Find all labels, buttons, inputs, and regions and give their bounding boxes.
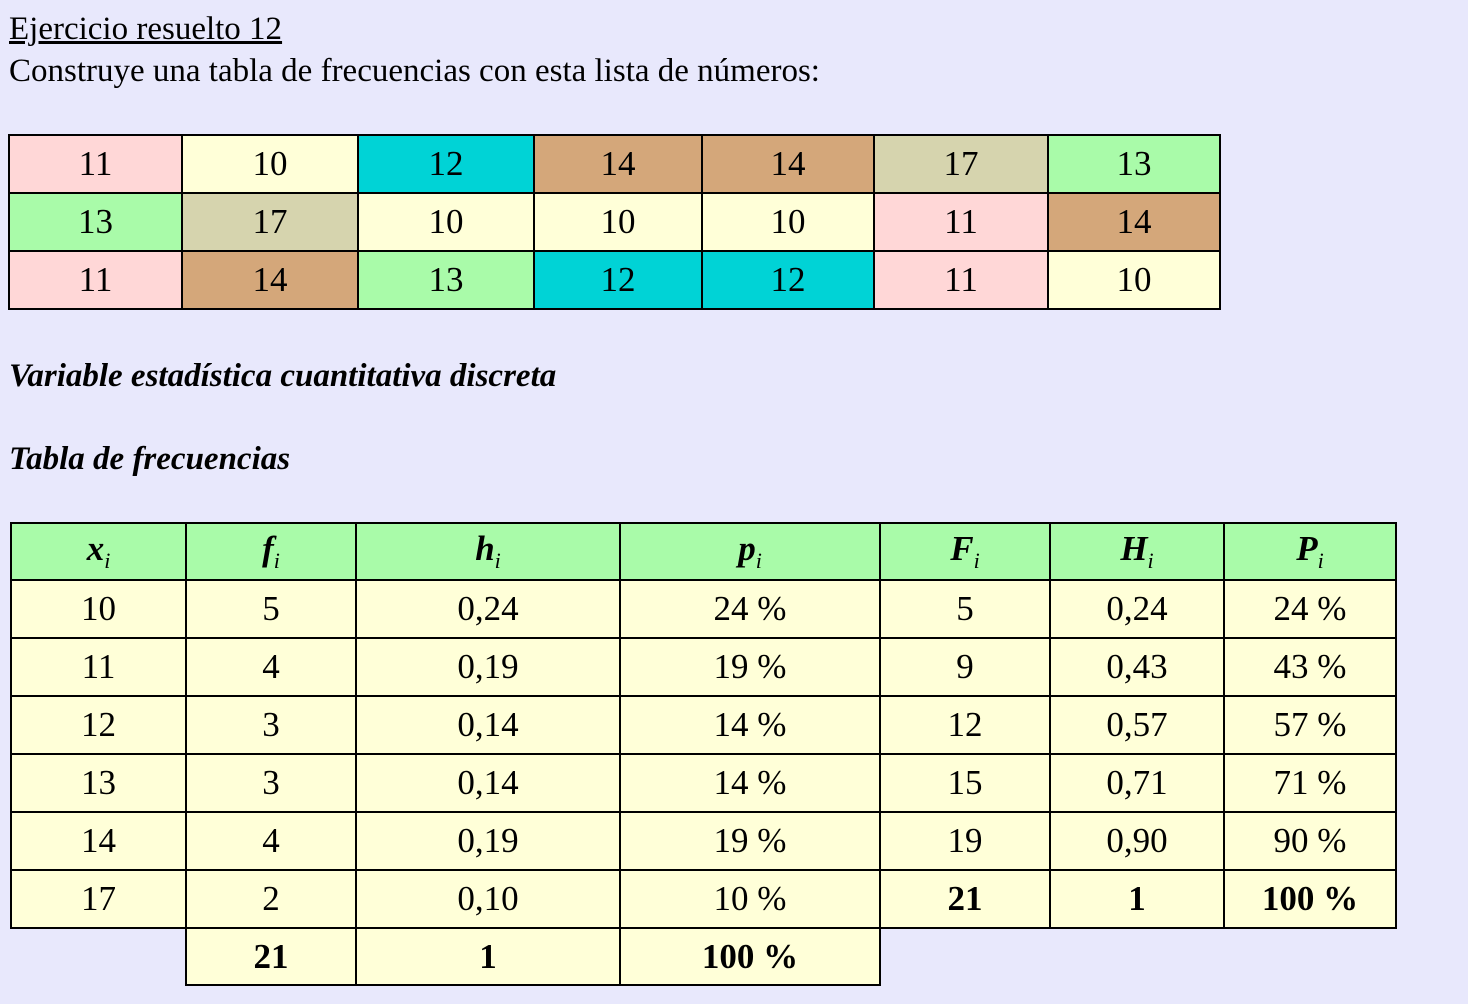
header-subscript: i bbox=[494, 548, 501, 573]
table-cell: 3 bbox=[186, 696, 356, 754]
table-row bbox=[11, 812, 1396, 870]
number-cell: 14 bbox=[182, 251, 358, 309]
number-cell: 10 bbox=[358, 193, 534, 251]
header-symbol: h bbox=[475, 529, 495, 568]
table-cell: 10 % bbox=[620, 870, 880, 928]
empty-cell bbox=[880, 928, 1050, 985]
column-header-Fi bbox=[880, 523, 1050, 580]
table-cell: 15 bbox=[880, 754, 1050, 812]
table-cell: 24 % bbox=[620, 580, 880, 638]
number-cell: 12 bbox=[534, 251, 702, 309]
column-header-Hi bbox=[1050, 523, 1224, 580]
number-list-table bbox=[8, 134, 1221, 310]
table-cell: 43 % bbox=[1224, 638, 1396, 696]
number-row bbox=[9, 193, 1220, 251]
table-cell: 100 % bbox=[1224, 870, 1396, 928]
table-cell: 3 bbox=[186, 754, 356, 812]
number-cell: 11 bbox=[874, 251, 1048, 309]
number-cell: 17 bbox=[874, 135, 1048, 193]
table-row bbox=[11, 696, 1396, 754]
exercise-statement: Construye una tabla de frecuencias con esta lista de números: bbox=[9, 53, 820, 89]
header-symbol: F bbox=[950, 529, 974, 568]
table-cell: 0,10 bbox=[356, 870, 620, 928]
number-cell: 13 bbox=[1048, 135, 1220, 193]
number-row bbox=[9, 135, 1220, 193]
empty-cell bbox=[11, 928, 186, 985]
number-cell: 14 bbox=[534, 135, 702, 193]
column-header-Pi bbox=[1224, 523, 1396, 580]
table-cell: 0,14 bbox=[356, 696, 620, 754]
total-cell: 1 bbox=[356, 928, 620, 985]
table-cell: 0,57 bbox=[1050, 696, 1224, 754]
column-header-hi bbox=[356, 523, 620, 580]
frequency-table bbox=[10, 522, 1397, 986]
table-cell: 0,14 bbox=[356, 754, 620, 812]
total-cell: 100 % bbox=[620, 928, 880, 985]
number-cell: 10 bbox=[1048, 251, 1220, 309]
table-cell: 10 bbox=[11, 580, 186, 638]
table-cell: 14 % bbox=[620, 696, 880, 754]
table-cell: 0,19 bbox=[356, 638, 620, 696]
number-cell: 12 bbox=[702, 251, 874, 309]
table-cell: 0,43 bbox=[1050, 638, 1224, 696]
table-cell: 2 bbox=[186, 870, 356, 928]
header-symbol: f bbox=[262, 529, 274, 568]
table-cell: 0,71 bbox=[1050, 754, 1224, 812]
table-cell: 5 bbox=[186, 580, 356, 638]
table-row bbox=[11, 580, 1396, 638]
number-cell: 10 bbox=[534, 193, 702, 251]
total-cell: 21 bbox=[186, 928, 356, 985]
exercise-title: Ejercicio resuelto 12 bbox=[9, 11, 283, 47]
number-cell: 14 bbox=[1048, 193, 1220, 251]
number-cell: 11 bbox=[874, 193, 1048, 251]
empty-cell bbox=[1050, 928, 1224, 985]
header-subscript: i bbox=[1147, 548, 1154, 573]
number-cell: 10 bbox=[182, 135, 358, 193]
number-cell: 11 bbox=[9, 135, 182, 193]
table-cell: 4 bbox=[186, 638, 356, 696]
number-cell: 13 bbox=[9, 193, 182, 251]
table-cell: 5 bbox=[880, 580, 1050, 638]
table-cell: 0,19 bbox=[356, 812, 620, 870]
header-subscript: i bbox=[755, 548, 762, 573]
header-subscript: i bbox=[273, 548, 280, 573]
number-cell: 14 bbox=[702, 135, 874, 193]
table-row bbox=[11, 638, 1396, 696]
header-symbol: p bbox=[738, 529, 756, 568]
header-subscript: i bbox=[1317, 548, 1324, 573]
number-cell: 10 bbox=[702, 193, 874, 251]
table-cell: 0,24 bbox=[356, 580, 620, 638]
table-cell: 19 % bbox=[620, 812, 880, 870]
table-cell: 14 % bbox=[620, 754, 880, 812]
number-cell: 12 bbox=[358, 135, 534, 193]
table-cell: 24 % bbox=[1224, 580, 1396, 638]
header-subscript: i bbox=[104, 548, 111, 573]
table-row bbox=[11, 754, 1396, 812]
number-row bbox=[9, 251, 1220, 309]
table-cell: 12 bbox=[11, 696, 186, 754]
table-cell: 9 bbox=[880, 638, 1050, 696]
table-cell: 90 % bbox=[1224, 812, 1396, 870]
table-cell: 14 bbox=[11, 812, 186, 870]
number-cell: 13 bbox=[358, 251, 534, 309]
variable-type-heading: Variable estadística cuantitativa discreta bbox=[9, 358, 557, 394]
table-cell: 0,90 bbox=[1050, 812, 1224, 870]
table-cell: 11 bbox=[11, 638, 186, 696]
header-subscript: i bbox=[973, 548, 980, 573]
table-row bbox=[11, 870, 1396, 928]
column-header-xi bbox=[11, 523, 186, 580]
table-cell: 0,24 bbox=[1050, 580, 1224, 638]
frequency-table-heading: Tabla de frecuencias bbox=[9, 441, 291, 477]
column-header-pi bbox=[620, 523, 880, 580]
empty-cell bbox=[1224, 928, 1396, 985]
table-cell: 12 bbox=[880, 696, 1050, 754]
number-cell: 11 bbox=[9, 251, 182, 309]
table-cell: 19 % bbox=[620, 638, 880, 696]
table-cell: 4 bbox=[186, 812, 356, 870]
table-cell: 1 bbox=[1050, 870, 1224, 928]
number-cell: 17 bbox=[182, 193, 358, 251]
column-header-fi bbox=[186, 523, 356, 580]
table-cell: 71 % bbox=[1224, 754, 1396, 812]
totals-row bbox=[11, 928, 1396, 985]
table-cell: 57 % bbox=[1224, 696, 1396, 754]
header-symbol: H bbox=[1120, 529, 1148, 568]
table-cell: 21 bbox=[880, 870, 1050, 928]
table-cell: 13 bbox=[11, 754, 186, 812]
table-cell: 17 bbox=[11, 870, 186, 928]
table-cell: 19 bbox=[880, 812, 1050, 870]
header-symbol: P bbox=[1296, 529, 1318, 568]
header-symbol: x bbox=[86, 529, 105, 568]
